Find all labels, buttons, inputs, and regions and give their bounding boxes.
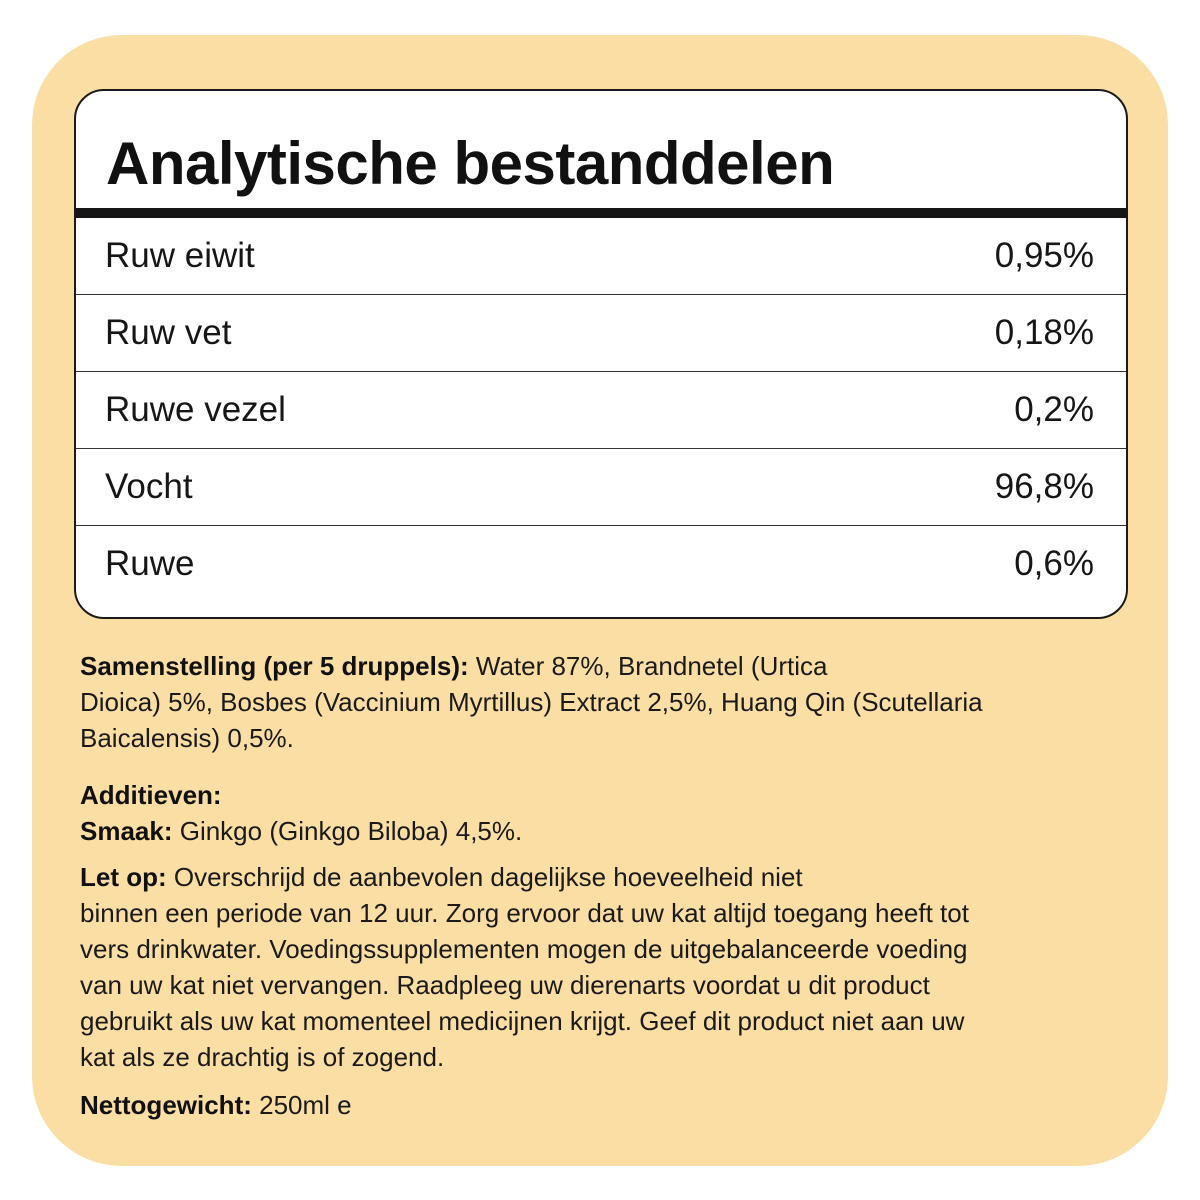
warning-line — [80, 859, 1120, 895]
table-row — [76, 372, 1126, 449]
warning-text: Overschrijd de aanbevolen dagelijkse hoeveelheid niet — [166, 862, 803, 892]
analytical-constituents-panel — [74, 89, 1128, 619]
table-row — [76, 526, 1126, 603]
row-label: Ruwe vezel — [105, 390, 286, 429]
warning-line: vers drinkwater. Voedingssupplementen mogen de uitgebalanceerde voeding — [80, 934, 968, 964]
table-row — [76, 449, 1126, 526]
additives-section — [80, 777, 1120, 849]
warning-section — [80, 859, 1120, 1075]
row-value: 0,95% — [994, 236, 1094, 275]
composition-line: Dioica) 5%, Bosbes (Vaccinium Myrtillus) Extract 2,5%, Huang Qin (Scutellaria — [80, 687, 983, 717]
table-row — [76, 218, 1126, 295]
composition-label: Samenstelling (per 5 druppels): — [80, 651, 469, 681]
row-label: Ruw eiwit — [105, 236, 255, 275]
row-label: Ruwe — [105, 544, 195, 583]
flavor-label: Smaak: — [80, 816, 173, 846]
net-weight-label: Nettogewicht: — [80, 1090, 252, 1120]
row-label: Vocht — [105, 467, 193, 506]
constituents-table — [76, 218, 1126, 603]
net-weight-section — [80, 1087, 1120, 1123]
warning-line: van uw kat niet vervangen. Raadpleeg uw dierenarts voordat u dit product — [80, 970, 930, 1000]
flavor-text: Ginkgo (Ginkgo Biloba) 4,5%. — [172, 816, 523, 846]
warning-line: binnen een periode van 12 uur. Zorg ervoor dat uw kat altijd toegang heeft tot — [80, 898, 969, 928]
row-value: 0,18% — [994, 313, 1094, 352]
warning-line: gebruikt als uw kat momenteel medicijnen krijgt. Geef dit product niet aan uw — [80, 1006, 965, 1036]
warning-line: kat als ze drachtig is of zogend. — [80, 1042, 445, 1072]
row-value: 96,8% — [994, 467, 1094, 506]
row-label: Ruw vet — [105, 313, 232, 352]
additives-heading: Additieven: — [80, 780, 222, 810]
row-value: 0,6% — [1014, 544, 1094, 583]
flavor-line — [80, 813, 1120, 849]
row-value: 0,2% — [1014, 390, 1094, 429]
warning-label: Let op: — [80, 862, 167, 892]
net-weight-value: 250ml e — [251, 1090, 352, 1120]
composition-section — [80, 648, 1120, 756]
panel-title: Analytische bestanddelen — [106, 130, 835, 197]
title-divider — [76, 208, 1126, 218]
composition-line — [80, 648, 1120, 684]
composition-line: Baicalensis) 0,5%. — [80, 723, 294, 753]
composition-text: Water 87%, Brandnetel (Urtica — [468, 651, 828, 681]
table-row — [76, 295, 1126, 372]
